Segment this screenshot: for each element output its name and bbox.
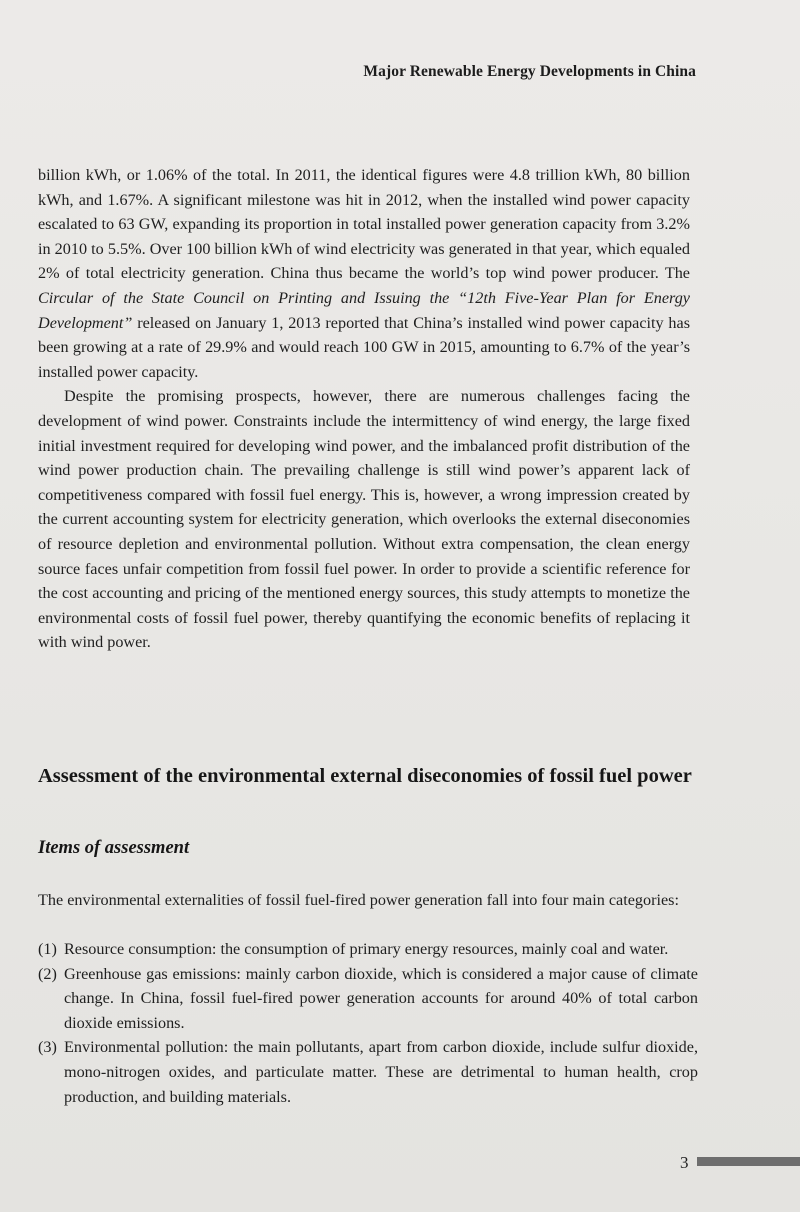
paragraph-text: billion kWh, or 1.06% of the total. In 2011, the identical figures were 4.8 trillion kWh, 80 billion kWh, and 1.67%. A significant milestone was hit in 2012, when the installed wind power capacity escalated to 63 GW, expanding its proportion in total installed power generation capacity from 3.2% in 2010 to 5.5%. Over 100 billion kWh of wind electricity was generated in that year, which equaled 2% of total electricity generation. China thus became the world’s top wind power producer. The: [38, 166, 690, 283]
categories-list: [38, 937, 698, 1109]
body-text: [38, 163, 690, 655]
running-header: Major Renewable Energy Developments in China: [363, 63, 696, 80]
subsection-heading: Items of assessment: [38, 838, 190, 858]
section-heading: Assessment of the environmental external diseconomies of fossil fuel power: [38, 765, 692, 787]
page-number: 3: [680, 1153, 689, 1172]
list-item: [38, 937, 698, 962]
policy-citation: Circular of the State Council on Printing and Issuing the “12th Five-Year Plan for Energy Development”: [38, 288, 690, 332]
paragraph-wind-statistics: [38, 163, 690, 384]
list-item-text: Greenhouse gas emissions: mainly carbon dioxide, which is considered a major cause of climate change. In China, fossil fuel-fired power generation accounts for around 40% of total carbon dioxide emissions.: [64, 964, 698, 1032]
list-item: [38, 1035, 698, 1109]
list-item-number: (1): [38, 940, 57, 958]
paragraph-text: released on January 1, 2013 reported that China’s installed wind power capacity has been growing at a rate of 29.9% and would reach 100 GW in 2015, amounting to 6.7% of the year’s installed power capacity.: [38, 313, 690, 381]
page-number-bar: [697, 1157, 800, 1166]
categories-intro: The environmental externalities of fossil fuel-fired power generation fall into four main categories:: [38, 891, 679, 909]
paragraph-challenges: Despite the promising prospects, however, there are numerous challenges facing the development of wind power. Constraints include the intermittency of wind energy, the large fixed initial investment required for developing wind power, and the imbalanced profit distribution of the wind power production chain. The prevailing challenge is still wind power’s apparent lack of competitiveness compared with fossil fuel energy. This is, however, a wrong impression created by the current accounting system for electricity generation, which overlooks the external diseconomies of resource depletion and environmental pollution. Without extra compensation, the clean energy source faces unfair competition from fossil fuel power. In order to provide a scientific reference for the cost accounting and pricing of the mentioned energy sources, this study attempts to monetize the environmental costs of fossil fuel power, thereby quantifying the economic benefits of replacing it with wind power.: [38, 387, 690, 652]
list-item-text: Environmental pollution: the main pollutants, apart from carbon dioxide, include sulfur dioxide, mono-nitrogen oxides, and particulate matter. These are detrimental to human health, crop production, and building materials.: [64, 1038, 698, 1106]
list-item: [38, 962, 698, 1036]
list-item-number: (3): [38, 1038, 57, 1057]
list-item-number: (2): [38, 964, 57, 983]
list-item-text: Resource consumption: the consumption of primary energy resources, mainly coal and water.: [64, 940, 669, 958]
